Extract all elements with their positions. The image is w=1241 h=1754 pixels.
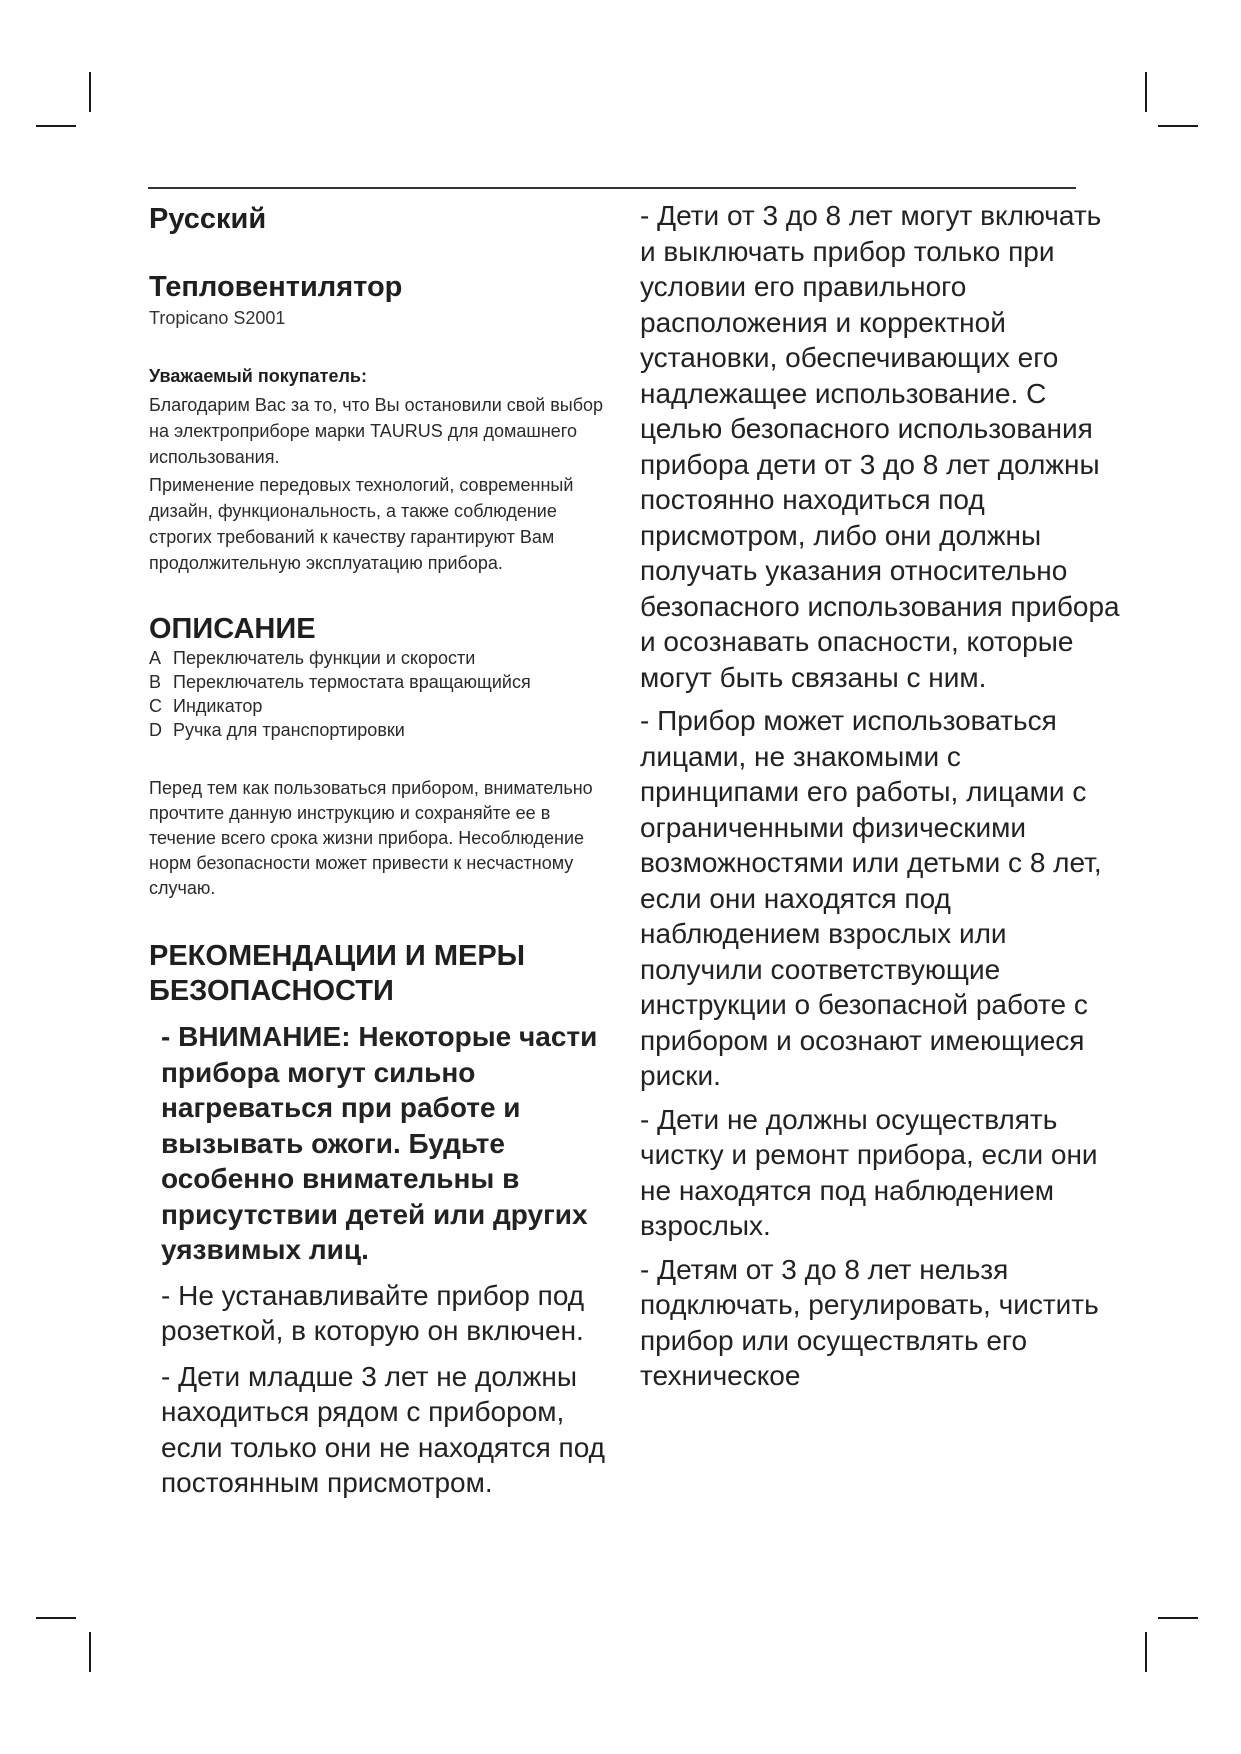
description-list <box>149 646 609 742</box>
language-heading: Русский <box>149 203 267 235</box>
crop-mark-bottom-right-horizontal <box>1158 1617 1198 1619</box>
crop-mark-top-right-vertical <box>1145 72 1147 112</box>
description-item: A Переключатель функции и скорости <box>149 648 476 668</box>
header-rule <box>148 187 1076 189</box>
greeting-heading: Уважаемый покупатель: <box>149 366 367 386</box>
safety-item: - Детям от 3 до 8 лет нельзя подключать, регулировать, чистить прибор или осуществлять его техническое <box>640 1253 1099 1391</box>
crop-mark-top-left-horizontal <box>36 125 76 127</box>
product-title: Тепловентилятор <box>149 271 403 303</box>
safety-item: - Дети от 3 до 8 лет могут включать и выключать прибор только при условии его правильного расположения и корректной установки, обеспечивающих его надлежащее использование. С целью безопасного использования прибора дети от 3 до 8 лет должны постоянно находиться под присмотром, либо они должны получать указания относительно безопасного использования прибора и осознавать опасности, которые могут быть связаны с ним. <box>640 200 1120 693</box>
instruction-note: Перед тем как пользоваться прибором, внимательно прочтите данную инструкцию и сохраняйте ее в течение всего срока жизни прибора. Несоблюдение норм безопасности может привести к несчастному случаю. <box>149 778 593 898</box>
crop-mark-top-right-horizontal <box>1158 125 1198 127</box>
safety-item: - Не устанавливайте прибор под розеткой, в которую он включен. <box>161 1279 585 1346</box>
greeting-paragraph: Применение передовых технологий, современный дизайн, функциональность, а также соблюдение строгих требований к качеству гарантируют Вам продолжительную эксплуатацию прибора. <box>149 475 574 573</box>
safety-item: - Дети не должны осуществлять чистку и ремонт прибора, если они не находятся под наблюдением взрослых. <box>640 1103 1098 1241</box>
safety-item: - Прибор может использоваться лицами, не знакомыми с принципами его работы, лицами с ограниченными физическими возможностями или детьми с 8 лет, если они находятся под наблюдением взрослых или получили соответствующие инструкции о безопасной работе с прибором и осознают имеющиеся риски. <box>640 705 1102 1091</box>
crop-mark-bottom-left-vertical <box>89 1632 91 1672</box>
product-model: Tropicano S2001 <box>149 308 286 328</box>
left-column <box>149 198 609 1501</box>
safety-heading: РЕКОМЕНДАЦИИ И МЕРЫ БЕЗОПАСНОСТИ <box>149 940 526 1007</box>
crop-mark-bottom-left-horizontal <box>36 1617 76 1619</box>
description-item: B Переключатель термостата вращающийся <box>149 672 531 692</box>
greeting-paragraph: Благодарим Вас за то, что Вы остановили свой выбор на электроприборе марки TAURUS для домашнего использования. <box>149 395 604 467</box>
safety-warning: - ВНИМАНИЕ: Некоторые части прибора могут сильно нагреваться при работе и вызывать ожоги. Будьте особенно внимательны в присутствии детей или других уязвимых лиц. <box>161 1021 598 1265</box>
right-column <box>640 198 1120 1394</box>
description-item: D Ручка для транспортировки <box>149 720 405 740</box>
description-heading: ОПИСАНИЕ <box>149 613 316 645</box>
description-item: C Индикатор <box>149 696 263 716</box>
safety-item: - Дети младше 3 лет не должны находиться рядом с прибором, если только они не находятся под постоянным присмотром. <box>161 1360 605 1498</box>
crop-mark-top-left-vertical <box>89 72 91 112</box>
crop-mark-bottom-right-vertical <box>1145 1632 1147 1672</box>
